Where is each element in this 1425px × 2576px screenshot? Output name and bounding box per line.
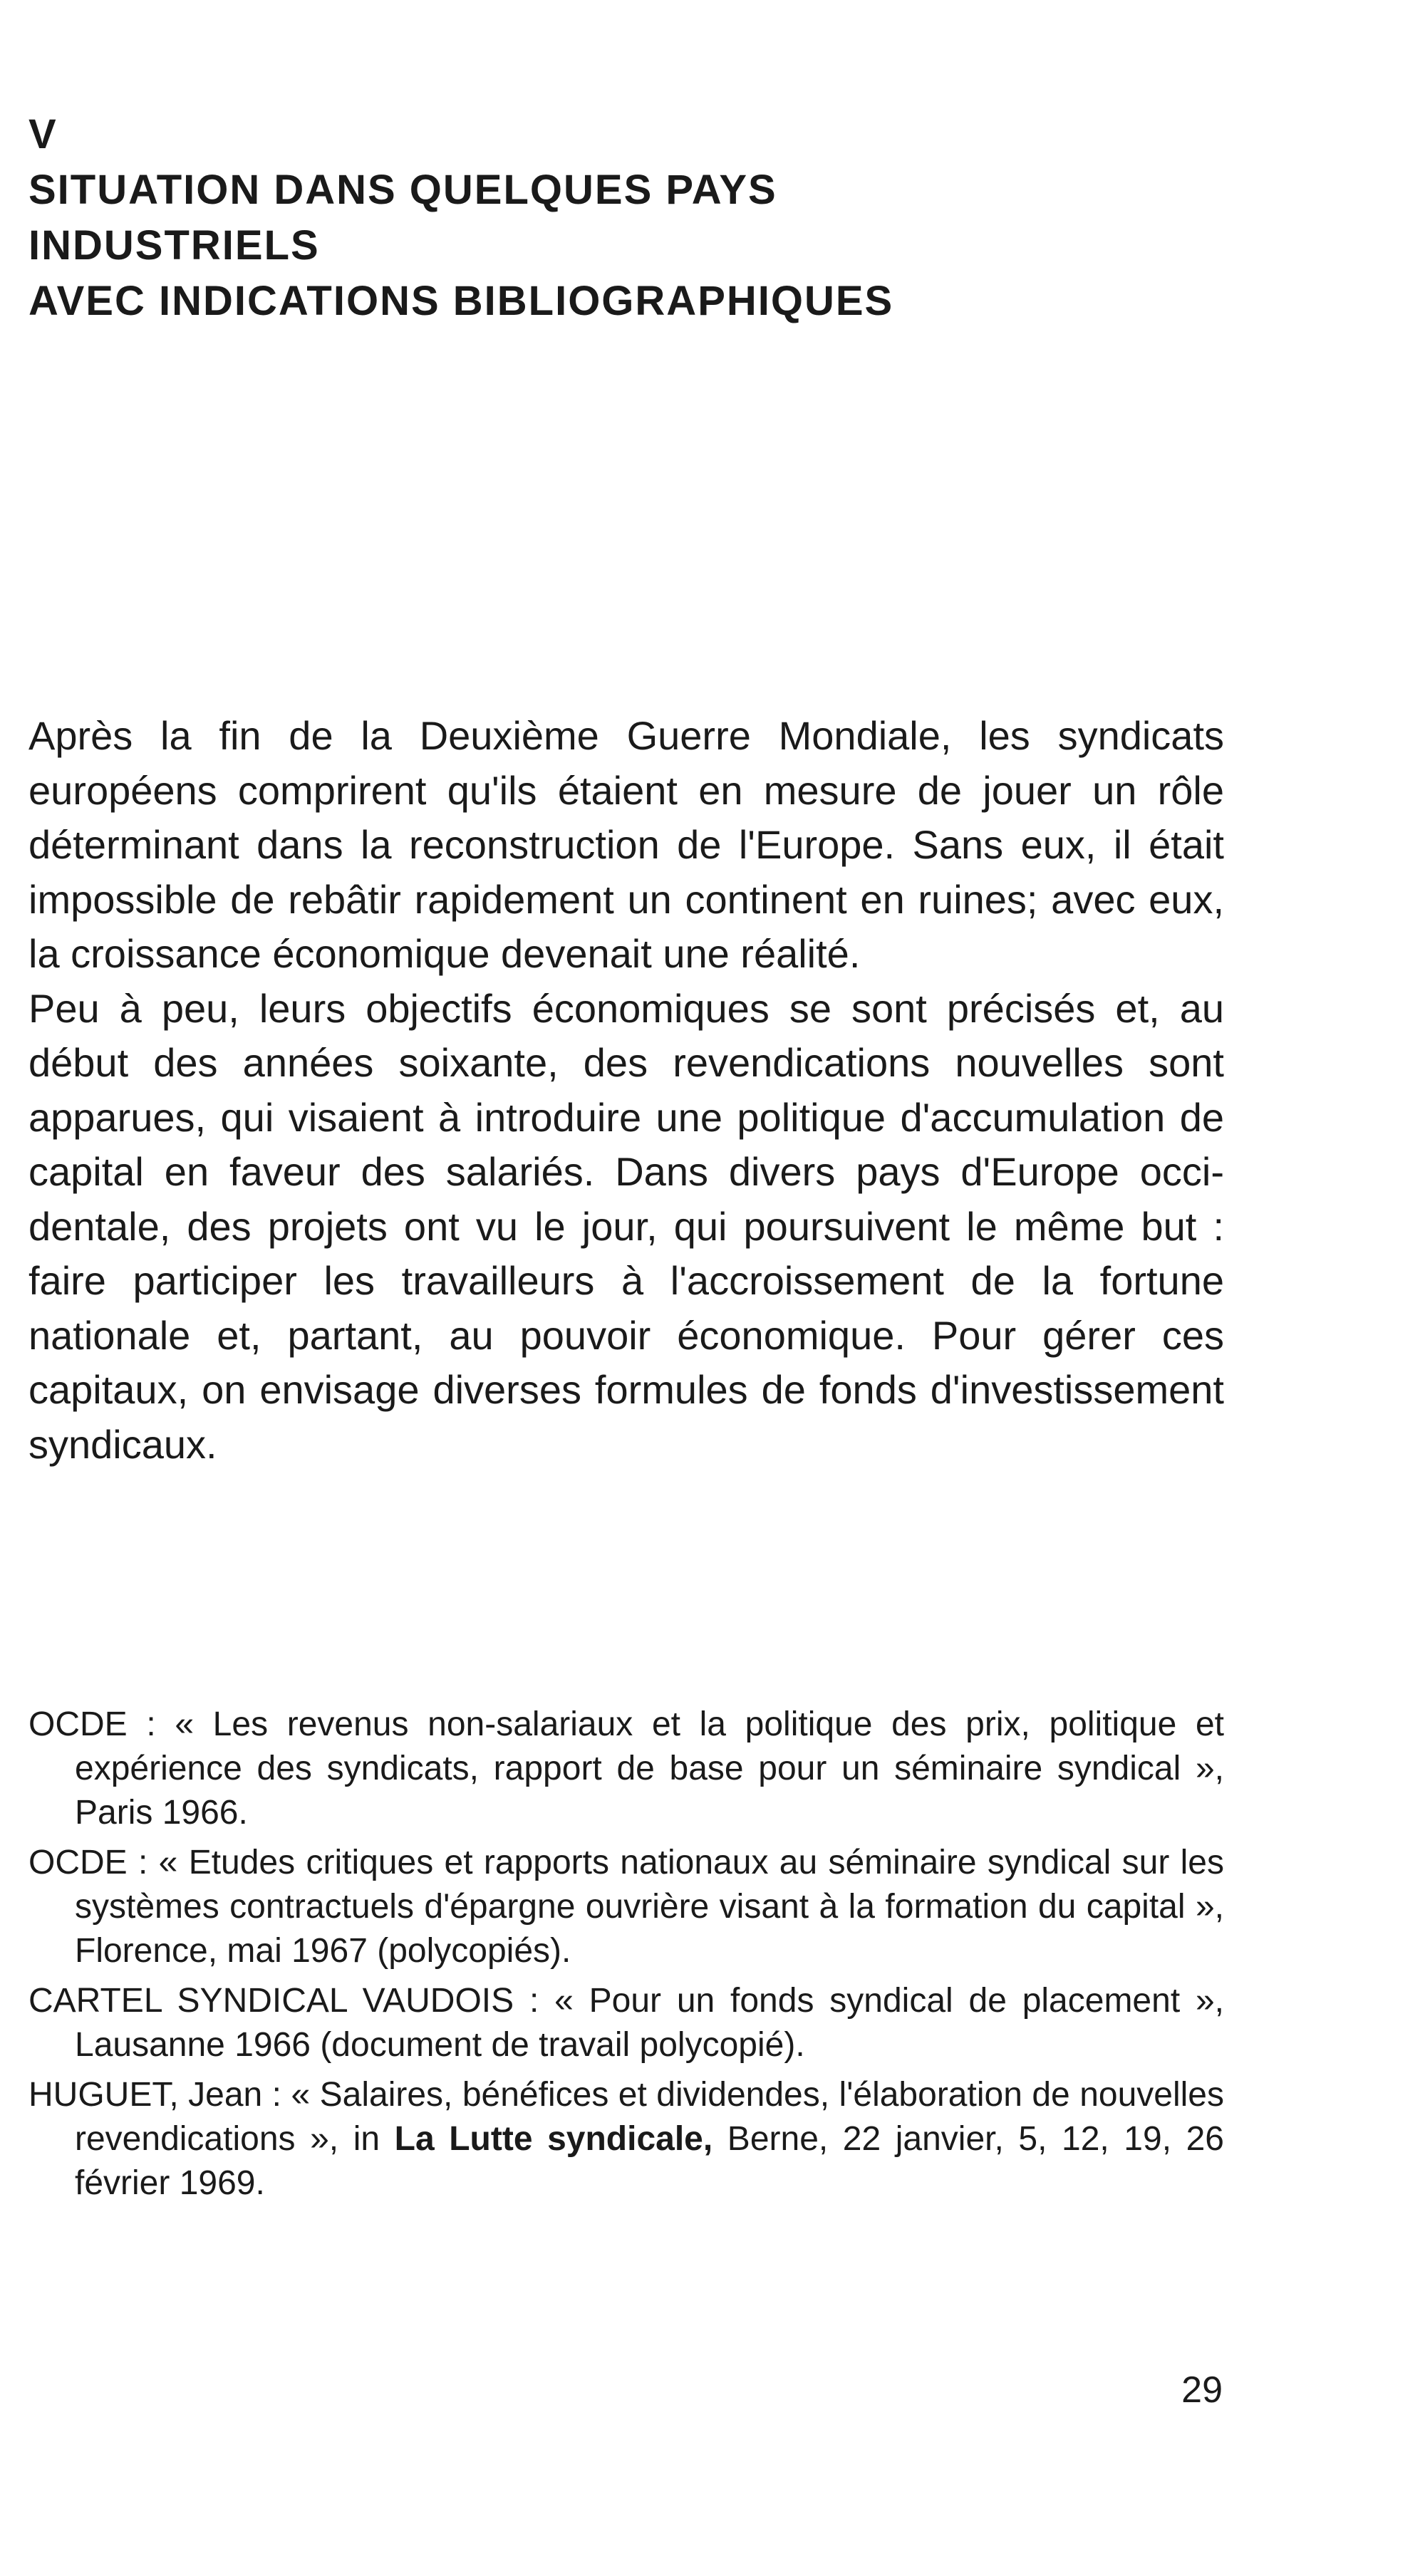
bibliography-entry — [28, 1979, 1224, 2067]
page-number: 29 — [1181, 2369, 1223, 2411]
reference-details: Berne, 22 janvier, 5, 12, 19, 26 février 1969. — [75, 2120, 1224, 2202]
reference-text: « Les revenus non-salariaux et la politique des prix, politique et expérience des syndicats, rapport de base pour un séminaire syndical », Paris 1966. — [75, 1705, 1224, 1832]
chapter-title-line-2: INDUSTRIELS — [28, 222, 320, 269]
body-paragraph: Après la fin de la Deuxième Guerre Mondiale, les syndicats européens comprirent qu'ils étaient en mesure de jouer un rôle déterminant dans la reconstruction de l'Europe. Sans eux, il était impossible de rebâtir rapidement un continent en ruines; avec eux, la croissance économique devenait une réalité. — [28, 713, 1224, 976]
reference-author: CARTEL SYNDICAL VAUDOIS : — [28, 1982, 539, 2020]
reference-author: OCDE : — [28, 1705, 156, 1743]
body-text — [28, 709, 1224, 1472]
chapter-heading — [28, 107, 1240, 329]
reference-text: « Salaires, bénéfices et dividendes, l'élaboration de nouvelles revendications », in — [75, 2076, 1224, 2158]
reference-text: « Pour un fonds syndical de placement », Lausanne 1966 (document de travail polycopié). — [75, 1982, 1225, 2064]
body-paragraph: Peu à peu, leurs objectifs économiques se sont précisés et, au début des années soixante, des revendications nouvelles sont apparues, qui visaient à introduire une politique d'accumulation de capital en faveur des salariés. Dans divers pays d'Europe occidentale, des projets ont vu le jour, qui poursuivent le même but : faire participer les travailleurs à l'accroissement de la fortune nationale et, partant, au pouvoir économique. Pour gérer ces capitaux, on envisage diverses formules de fonds d'investissement syndicaux. — [28, 985, 1224, 1467]
chapter-number: V — [28, 111, 58, 157]
reference-journal: La Lutte syndicale, — [394, 2120, 713, 2158]
bibliography-entry — [28, 2073, 1224, 2206]
reference-author: HUGUET, Jean : — [28, 2076, 282, 2114]
bibliography-entry — [28, 1841, 1224, 1973]
reference-text: « Etudes critiques et rapports nationaux au séminaire syndical sur les systèmes contractuels d'épargne ouvrière visant à la formation du capital », Florence, mai 1967 (polycopiés). — [75, 1844, 1224, 1970]
chapter-title-line-3: AVEC INDICATIONS BIBLIOGRAPHIQUES — [28, 278, 894, 324]
reference-author: OCDE : — [28, 1844, 148, 1881]
bibliography — [28, 1703, 1224, 2211]
bibliography-entry — [28, 1703, 1224, 1835]
chapter-title-line-1: SITUATION DANS QUELQUES PAYS — [28, 167, 777, 213]
